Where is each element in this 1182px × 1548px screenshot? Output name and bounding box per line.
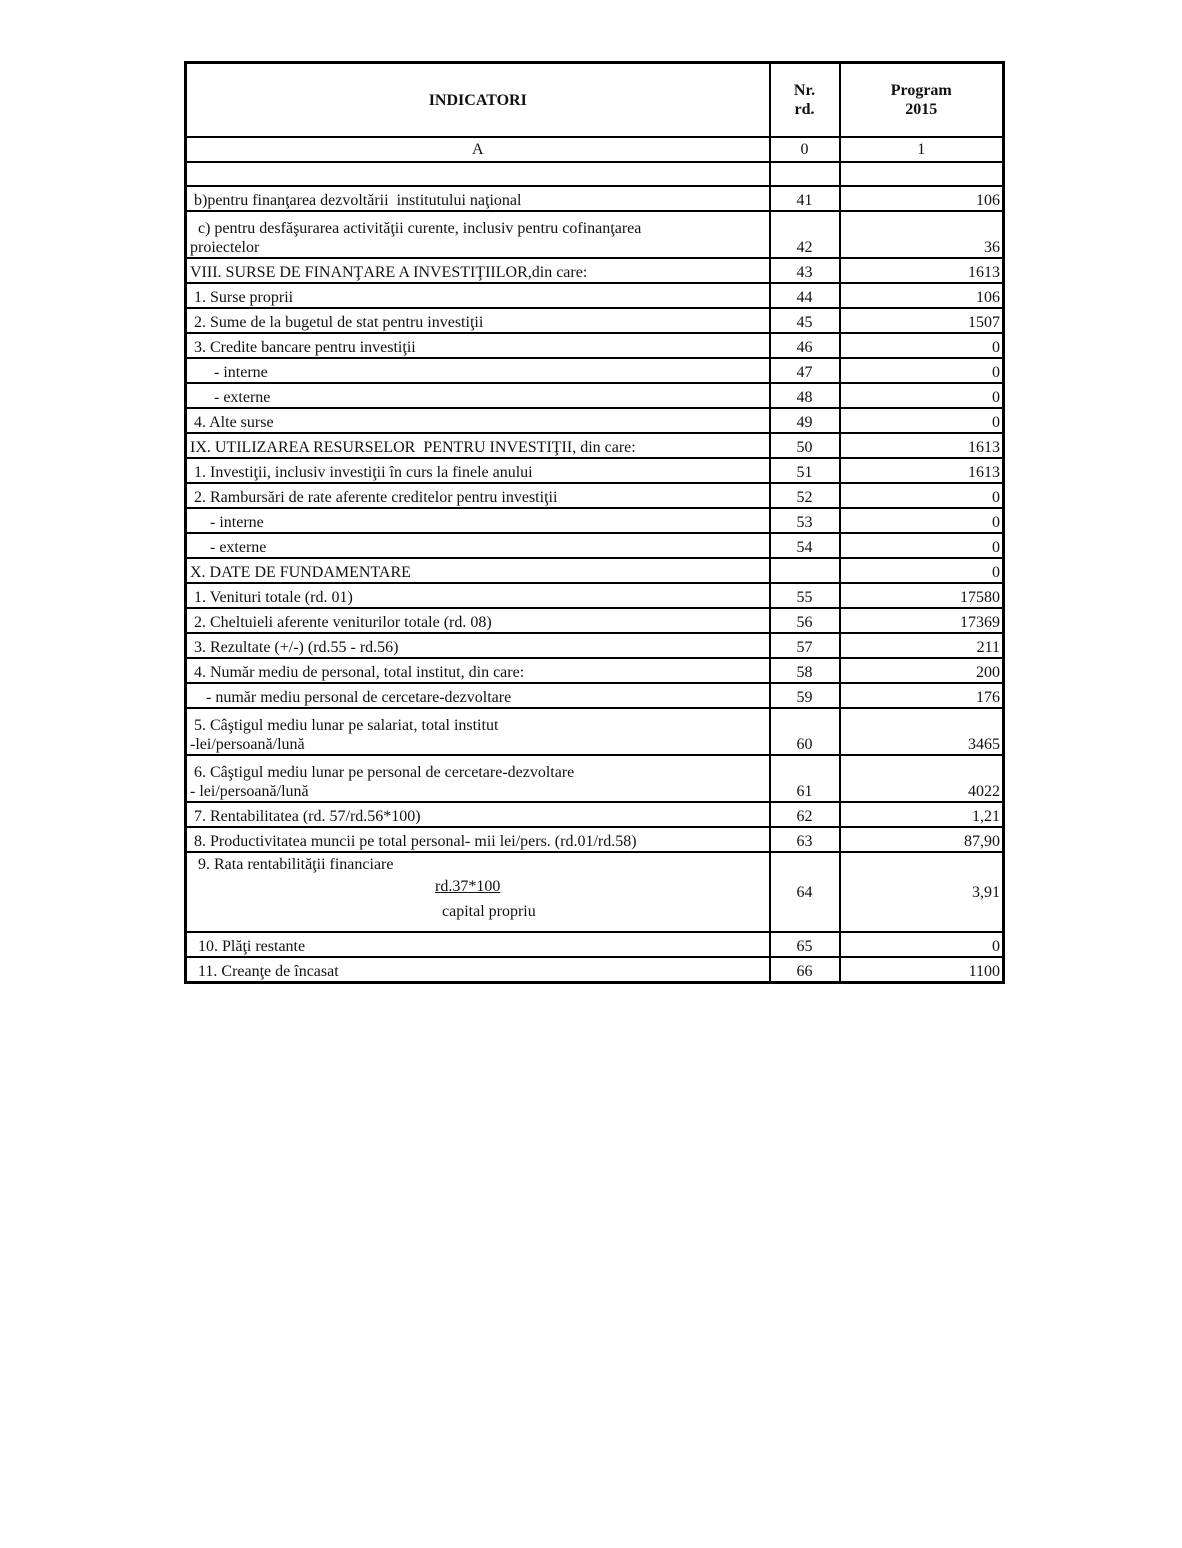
- row-label: [186, 658, 770, 683]
- table-header-row: [186, 63, 1004, 138]
- table-row: [186, 608, 1004, 633]
- row-value: 0: [840, 932, 1004, 957]
- row-label-text: 2. Rambursări de rate aferente creditelor pentru investiţii: [190, 489, 558, 506]
- row-label-text: 4. Alte surse: [190, 414, 274, 431]
- table-row: [186, 802, 1004, 827]
- table-row: [186, 708, 1004, 755]
- row-label-text: - externe: [190, 389, 271, 406]
- table-row: [186, 358, 1004, 383]
- row-nr: 50: [770, 433, 840, 458]
- row-value: 1613: [840, 433, 1004, 458]
- row-value: 106: [840, 283, 1004, 308]
- table-row: [186, 683, 1004, 708]
- header-nr-line2: rd.: [794, 101, 815, 118]
- row-value: 0: [840, 333, 1004, 358]
- table-row: [186, 533, 1004, 558]
- row-value: 0: [840, 383, 1004, 408]
- row-value: 36: [840, 211, 1004, 258]
- row-nr: 42: [770, 211, 840, 258]
- row-nr: 45: [770, 308, 840, 333]
- row-label-text: 2. Cheltuieli aferente veniturilor totale (rd. 08): [190, 614, 492, 631]
- row-label-line1: 5. Câştigul mediu lunar pe salariat, total institut: [190, 717, 499, 734]
- row-label: [186, 211, 770, 258]
- table-row: [186, 433, 1004, 458]
- row-label-text: - interne: [190, 364, 268, 381]
- row-label: [186, 258, 770, 283]
- row-label: [186, 186, 770, 211]
- header-program: [840, 63, 1004, 138]
- row-value: 0: [840, 358, 1004, 383]
- table-row: [186, 508, 1004, 533]
- row-label-text: 10. Plăţi restante: [190, 938, 306, 955]
- table-row: [186, 483, 1004, 508]
- row-label: [186, 433, 770, 458]
- row-value: 3465: [840, 708, 1004, 755]
- row-nr: 55: [770, 583, 840, 608]
- row-label: [186, 802, 770, 827]
- row-value: 0: [840, 483, 1004, 508]
- row-label: [186, 533, 770, 558]
- row-nr: 47: [770, 358, 840, 383]
- row-nr: 51: [770, 458, 840, 483]
- row-label-text: X. DATE DE FUNDAMENTARE: [190, 564, 411, 581]
- row-value: 4022: [840, 755, 1004, 802]
- row-value: 211: [840, 633, 1004, 658]
- table-row: [186, 852, 1004, 932]
- row-label-text: 3. Rezultate (+/-) (rd.55 - rd.56): [190, 639, 399, 656]
- row-label: [186, 458, 770, 483]
- row-value: 1613: [840, 458, 1004, 483]
- row-label-text: 1. Investiţii, inclusiv investiţii în curs la finele anului: [190, 464, 533, 481]
- row-label: [186, 358, 770, 383]
- row-label: [186, 508, 770, 533]
- table-row: [186, 658, 1004, 683]
- row-value: 87,90: [840, 827, 1004, 852]
- row-nr: 54: [770, 533, 840, 558]
- table-row: [186, 408, 1004, 433]
- row-label: [186, 755, 770, 802]
- row-label-text: - externe: [190, 539, 267, 556]
- row-value: 106: [840, 186, 1004, 211]
- table-row: [186, 932, 1004, 957]
- column-index-1: 1: [840, 137, 1004, 162]
- row-nr: 65: [770, 932, 840, 957]
- row-label: [186, 283, 770, 308]
- row-label: [186, 383, 770, 408]
- row-label-text: 1. Surse proprii: [190, 289, 294, 306]
- table-row: [186, 633, 1004, 658]
- row-value: 1507: [840, 308, 1004, 333]
- row-value: 17369: [840, 608, 1004, 633]
- row-nr: 49: [770, 408, 840, 433]
- table-row: [186, 283, 1004, 308]
- row-value: 1,21: [840, 802, 1004, 827]
- table-row: [186, 333, 1004, 358]
- blank-cell: [770, 162, 840, 186]
- row-label-line2: proiectelor: [190, 239, 260, 256]
- table-row: [186, 211, 1004, 258]
- formula-denominator: capital propriu: [442, 903, 536, 920]
- column-index-row: [186, 137, 1004, 162]
- row-label-text: 4. Număr mediu de personal, total institut, din care:: [190, 664, 525, 681]
- row-label: [186, 932, 770, 957]
- row-value: 17580: [840, 583, 1004, 608]
- table-row: [186, 186, 1004, 211]
- row-label: [186, 583, 770, 608]
- header-program-line2: 2015: [905, 101, 938, 118]
- row-label: [186, 408, 770, 433]
- row-label-line1: 6. Câştigul mediu lunar pe personal de cercetare-dezvoltare: [190, 764, 575, 781]
- table-row: [186, 458, 1004, 483]
- row-value: 0: [840, 558, 1004, 583]
- row-value: 0: [840, 533, 1004, 558]
- row-nr: 48: [770, 383, 840, 408]
- row-label: [186, 633, 770, 658]
- row-label: [186, 558, 770, 583]
- header-indicatori: INDICATORI: [186, 63, 770, 138]
- row-label: [186, 483, 770, 508]
- table-row: [186, 258, 1004, 283]
- row-label: [186, 708, 770, 755]
- row-nr: 46: [770, 333, 840, 358]
- blank-cell: [840, 162, 1004, 186]
- table-row: [186, 308, 1004, 333]
- row-label-text: 7. Rentabilitatea (rd. 57/rd.56*100): [190, 808, 421, 825]
- column-index-a: A: [186, 137, 770, 162]
- header-program-line1: Program: [890, 82, 952, 99]
- row-nr: 63: [770, 827, 840, 852]
- row-nr: 64: [770, 852, 840, 932]
- row-label: [186, 308, 770, 333]
- table-row: [186, 957, 1004, 983]
- row-label-text: 2. Sume de la bugetul de stat pentru investiţii: [190, 314, 484, 331]
- row-label-text: 3. Credite bancare pentru investiţii: [190, 339, 416, 356]
- row-label: [186, 827, 770, 852]
- row-value: 1100: [840, 957, 1004, 983]
- row-label-text: - număr mediu personal de cercetare-dezvoltare: [190, 689, 512, 706]
- row-label: [186, 608, 770, 633]
- row-nr: 52: [770, 483, 840, 508]
- row-nr: 60: [770, 708, 840, 755]
- row-value: 0: [840, 408, 1004, 433]
- table-row: [186, 383, 1004, 408]
- row-value: 200: [840, 658, 1004, 683]
- row-label: [186, 957, 770, 983]
- row-value: 0: [840, 508, 1004, 533]
- row-value: 1613: [840, 258, 1004, 283]
- header-nr-line1: Nr.: [793, 82, 816, 99]
- row-label-text: b)pentru finanţarea dezvoltării institutului naţional: [190, 192, 522, 209]
- row-label-text: 1. Venituri totale (rd. 01): [190, 589, 353, 606]
- row-nr: 43: [770, 258, 840, 283]
- formula-numerator: rd.37*100: [435, 878, 501, 895]
- row-nr: 57: [770, 633, 840, 658]
- table-row: [186, 827, 1004, 852]
- row-label: [186, 852, 770, 932]
- table-row: [186, 755, 1004, 802]
- row-label-line2: -lei/persoană/lună: [190, 736, 305, 753]
- row-nr: [770, 558, 840, 583]
- row-nr: 56: [770, 608, 840, 633]
- row-label-text: VIII. SURSE DE FINANŢARE A INVESTIŢIILOR,din care:: [190, 264, 588, 281]
- row-label-line2: - lei/persoană/lună: [190, 783, 309, 800]
- row-label-text: IX. UTILIZAREA RESURSELOR PENTRU INVESTIŢII, din care:: [190, 439, 636, 456]
- row-nr: 62: [770, 802, 840, 827]
- row-nr: 44: [770, 283, 840, 308]
- row-nr: 61: [770, 755, 840, 802]
- row-label-text: 8. Productivitatea muncii pe total personal- mii lei/pers. (rd.01/rd.58): [190, 833, 637, 850]
- row-nr: 41: [770, 186, 840, 211]
- blank-row: [186, 162, 1004, 186]
- indicators-table: [184, 61, 1005, 984]
- row-value: 176: [840, 683, 1004, 708]
- row-nr: 58: [770, 658, 840, 683]
- table-row: [186, 558, 1004, 583]
- blank-cell: [186, 162, 770, 186]
- row-nr: 66: [770, 957, 840, 983]
- column-index-0: 0: [770, 137, 840, 162]
- row-label: [186, 333, 770, 358]
- row-nr: 59: [770, 683, 840, 708]
- row-label-line1: c) pentru desfăşurarea activităţii curente, inclusiv pentru cofinanţarea: [190, 220, 642, 237]
- row-label-text: 11. Creanţe de încasat: [190, 963, 339, 980]
- header-nr-rd: [770, 63, 840, 138]
- row-label-text: - interne: [190, 514, 264, 531]
- table-row: [186, 583, 1004, 608]
- row-value: 3,91: [840, 852, 1004, 932]
- row-nr: 53: [770, 508, 840, 533]
- row-label-text: 9. Rata rentabilităţii financiare: [190, 856, 394, 873]
- row-label: [186, 683, 770, 708]
- formula: [190, 874, 766, 900]
